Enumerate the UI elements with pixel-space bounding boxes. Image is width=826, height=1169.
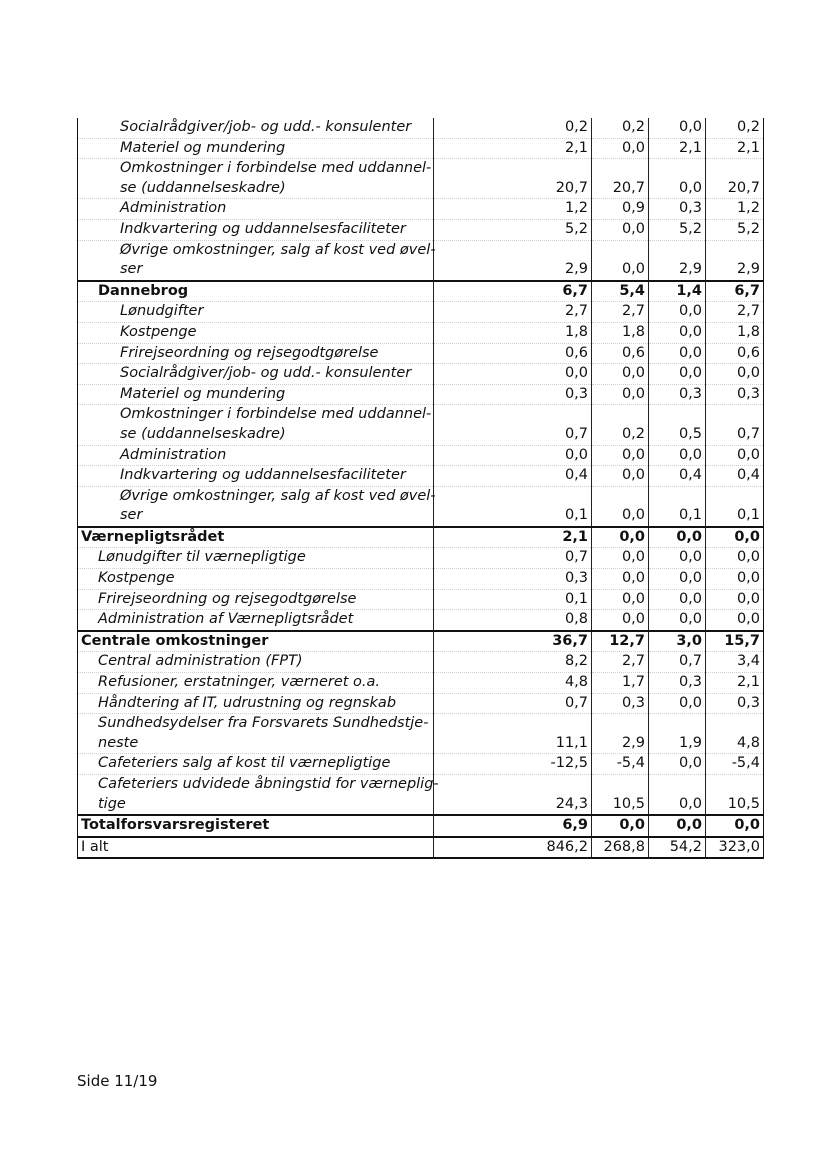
table-row xyxy=(78,652,764,673)
value-cell: 2,9 xyxy=(649,240,706,281)
value-cell: 0,0 xyxy=(592,569,649,590)
table-row xyxy=(78,240,764,281)
value-cell: 0,0 xyxy=(706,610,764,631)
row-label xyxy=(78,714,434,754)
value-cell: 5,4 xyxy=(592,281,649,302)
value-cell: 2,9 xyxy=(434,240,592,281)
value-cell: 0,0 xyxy=(649,815,706,837)
table-row xyxy=(78,219,764,240)
table-row xyxy=(78,405,764,445)
value-cell: 0,0 xyxy=(706,445,764,466)
value-cell: 846,2 xyxy=(434,837,592,859)
row-label-line: Øvrige omkostninger, salg af kost ved øvel- xyxy=(120,241,436,258)
value-cell: 0,0 xyxy=(592,240,649,281)
value-cell: 54,2 xyxy=(649,837,706,859)
value-cell: 0,0 xyxy=(649,302,706,323)
value-cell: 0,0 xyxy=(649,445,706,466)
value-cell: 0,0 xyxy=(592,466,649,487)
value-cell: 0,3 xyxy=(649,384,706,405)
row-label-line: Lønudgifter xyxy=(120,303,204,320)
value-cell: 0,0 xyxy=(706,569,764,590)
row-label-line: Sundhedsydelser fra Forsvarets Sundhedstje- xyxy=(98,715,429,732)
value-cell: 0,2 xyxy=(592,405,649,445)
value-cell: 20,7 xyxy=(592,159,649,199)
row-label xyxy=(78,159,434,199)
value-cell: 0,0 xyxy=(649,322,706,343)
table-row xyxy=(78,714,764,754)
budget-table xyxy=(77,118,764,859)
table-row xyxy=(78,610,764,631)
row-label xyxy=(78,322,434,343)
row-label-line: Indkvartering og uddannelsesfaciliteter xyxy=(120,467,406,484)
value-cell: 2,9 xyxy=(592,714,649,754)
row-label xyxy=(78,445,434,466)
value-cell: 0,0 xyxy=(592,527,649,548)
table-row xyxy=(78,693,764,714)
row-label xyxy=(78,343,434,364)
table-row xyxy=(78,775,764,816)
value-cell: -12,5 xyxy=(434,754,592,775)
row-label-line: Omkostninger i forbindelse med uddannel- xyxy=(120,406,432,423)
value-cell: 0,0 xyxy=(592,384,649,405)
total-row xyxy=(78,837,764,859)
value-cell: 5,2 xyxy=(706,219,764,240)
row-label-line: neste xyxy=(98,734,139,751)
row-label-line: Lønudgifter til værnepligtige xyxy=(98,549,306,566)
row-label xyxy=(78,118,434,138)
value-cell: 0,3 xyxy=(706,693,764,714)
value-cell: 6,9 xyxy=(434,815,592,837)
value-cell: 0,1 xyxy=(434,589,592,610)
row-label-line: Værnepligtsrådet xyxy=(81,528,225,545)
value-cell: 0,0 xyxy=(649,569,706,590)
value-cell: 0,2 xyxy=(592,118,649,138)
value-cell: 0,0 xyxy=(592,548,649,569)
row-label-line: Frirejseordning og rejsegodtgørelse xyxy=(120,344,379,361)
row-label xyxy=(78,631,434,652)
value-cell: 3,0 xyxy=(649,631,706,652)
row-label-line: tige xyxy=(98,795,126,812)
value-cell: 0,6 xyxy=(434,343,592,364)
value-cell: 0,2 xyxy=(434,118,592,138)
value-cell: 0,7 xyxy=(434,548,592,569)
value-cell: 0,0 xyxy=(592,138,649,159)
value-cell: 0,0 xyxy=(649,159,706,199)
value-cell: 3,4 xyxy=(706,652,764,673)
row-label xyxy=(78,693,434,714)
row-label-line: Kostpenge xyxy=(98,570,175,587)
row-label xyxy=(78,138,434,159)
value-cell: 0,1 xyxy=(649,486,706,527)
value-cell: 0,0 xyxy=(592,589,649,610)
row-label-line: Cafeteriers udvidede åbningstid for værneplig- xyxy=(98,776,439,792)
value-cell: 2,1 xyxy=(706,138,764,159)
table-row xyxy=(78,486,764,527)
value-cell: 10,5 xyxy=(706,775,764,816)
value-cell: 1,8 xyxy=(592,322,649,343)
section-header-row xyxy=(78,527,764,548)
value-cell: 0,2 xyxy=(706,118,764,138)
row-label xyxy=(78,405,434,445)
table-row xyxy=(78,466,764,487)
value-cell: 6,7 xyxy=(434,281,592,302)
value-cell: 1,7 xyxy=(592,673,649,694)
row-label-line: Socialrådgiver/job- og udd.- konsulenter xyxy=(120,365,412,382)
value-cell: 0,0 xyxy=(592,364,649,385)
value-cell: 0,0 xyxy=(649,548,706,569)
row-label-line: se (uddannelseskadre) xyxy=(120,179,286,196)
value-cell: 0,0 xyxy=(592,486,649,527)
row-label xyxy=(78,199,434,220)
value-cell: 0,0 xyxy=(706,589,764,610)
table-row xyxy=(78,302,764,323)
table-row xyxy=(78,159,764,199)
value-cell: 0,0 xyxy=(649,610,706,631)
value-cell: 5,2 xyxy=(434,219,592,240)
table-row xyxy=(78,343,764,364)
value-cell: 4,8 xyxy=(434,673,592,694)
row-label xyxy=(78,466,434,487)
row-label-line: Administration xyxy=(120,446,227,463)
value-cell: 0,7 xyxy=(434,693,592,714)
row-label xyxy=(78,302,434,323)
value-cell: 0,9 xyxy=(592,199,649,220)
value-cell: 0,4 xyxy=(649,466,706,487)
row-label xyxy=(78,815,434,837)
value-cell: 323,0 xyxy=(706,837,764,859)
value-cell: 5,2 xyxy=(649,219,706,240)
value-cell: 0,0 xyxy=(592,219,649,240)
row-label-line: Totalforsvarsregisteret xyxy=(81,817,270,834)
value-cell: 0,0 xyxy=(706,815,764,837)
row-label xyxy=(78,384,434,405)
value-cell: 2,1 xyxy=(706,673,764,694)
value-cell: 0,0 xyxy=(649,754,706,775)
value-cell: 0,1 xyxy=(706,486,764,527)
value-cell: 0,6 xyxy=(706,343,764,364)
value-cell: 2,9 xyxy=(706,240,764,281)
row-label-line: Administration xyxy=(120,200,227,217)
value-cell: 20,7 xyxy=(434,159,592,199)
value-cell: 0,0 xyxy=(706,527,764,548)
value-cell: -5,4 xyxy=(706,754,764,775)
value-cell: 0,0 xyxy=(592,445,649,466)
budget-table-body xyxy=(78,118,764,858)
row-label-line: Administration af Værnepligtsrådet xyxy=(98,611,354,628)
row-label xyxy=(78,281,434,302)
value-cell: 0,3 xyxy=(434,569,592,590)
value-cell: 0,0 xyxy=(649,693,706,714)
value-cell: 0,0 xyxy=(706,364,764,385)
row-label xyxy=(78,775,439,816)
row-label xyxy=(78,589,434,610)
value-cell: 2,1 xyxy=(434,527,592,548)
value-cell: 0,0 xyxy=(649,589,706,610)
row-label-line: se (uddannelseskadre) xyxy=(120,425,286,442)
value-cell: 0,0 xyxy=(592,610,649,631)
value-cell: 0,3 xyxy=(434,384,592,405)
value-cell: 36,7 xyxy=(434,631,592,652)
row-label-line: Kostpenge xyxy=(120,323,197,340)
value-cell: 10,5 xyxy=(592,775,649,816)
row-label xyxy=(78,569,434,590)
value-cell: 24,3 xyxy=(434,775,592,816)
table-row xyxy=(78,754,764,775)
value-cell: 0,4 xyxy=(706,466,764,487)
table-row xyxy=(78,384,764,405)
value-cell: 0,3 xyxy=(649,673,706,694)
value-cell: 0,0 xyxy=(706,548,764,569)
row-label-line: Materiel og mundering xyxy=(120,385,286,402)
row-label-line: ser xyxy=(120,261,143,278)
row-label-line: Refusioner, erstatninger, værneret o.a. xyxy=(98,674,381,691)
section-header-row xyxy=(78,631,764,652)
value-cell: 0,0 xyxy=(649,364,706,385)
row-label-line: I alt xyxy=(81,838,109,855)
value-cell: 0,0 xyxy=(434,364,592,385)
row-label-line: Håndtering af IT, udrustning og regnskab xyxy=(98,694,397,711)
row-label xyxy=(78,240,434,281)
value-cell: 0,3 xyxy=(649,199,706,220)
value-cell: 1,8 xyxy=(434,322,592,343)
value-cell: 268,8 xyxy=(592,837,649,859)
row-label-line: Omkostninger i forbindelse med uddannel- xyxy=(120,160,432,177)
row-label-line: Dannebrog xyxy=(98,282,189,299)
value-cell: 0,7 xyxy=(649,652,706,673)
value-cell: 11,1 xyxy=(434,714,592,754)
row-label-line: Materiel og mundering xyxy=(120,139,286,156)
row-label xyxy=(78,610,434,631)
value-cell: 0,4 xyxy=(434,466,592,487)
table-row xyxy=(78,364,764,385)
value-cell: 0,0 xyxy=(649,775,706,816)
page-number: Side 11/19 xyxy=(77,1072,158,1090)
value-cell: 12,7 xyxy=(592,631,649,652)
value-cell: 2,1 xyxy=(649,138,706,159)
table-row xyxy=(78,118,764,138)
table-row xyxy=(78,548,764,569)
table-row xyxy=(78,138,764,159)
value-cell: 0,5 xyxy=(649,405,706,445)
table-row xyxy=(78,589,764,610)
value-cell: 0,1 xyxy=(434,486,592,527)
table-row xyxy=(78,322,764,343)
value-cell: 0,0 xyxy=(592,815,649,837)
value-cell: 1,2 xyxy=(434,199,592,220)
row-label-line: ser xyxy=(120,507,143,524)
value-cell: 8,2 xyxy=(434,652,592,673)
value-cell: 2,7 xyxy=(706,302,764,323)
section-header-row xyxy=(78,281,764,302)
table-row xyxy=(78,569,764,590)
value-cell: 0,0 xyxy=(434,445,592,466)
table-row xyxy=(78,445,764,466)
row-label xyxy=(78,486,434,527)
value-cell: 0,8 xyxy=(434,610,592,631)
value-cell: 1,8 xyxy=(706,322,764,343)
row-label xyxy=(78,548,434,569)
row-label xyxy=(78,219,434,240)
section-header-row xyxy=(78,815,764,837)
value-cell: 0,7 xyxy=(706,405,764,445)
value-cell: 0,7 xyxy=(434,405,592,445)
row-label-line: Socialrådgiver/job- og udd.- konsulenter xyxy=(120,119,412,135)
value-cell: 20,7 xyxy=(706,159,764,199)
row-label-line: Cafeteriers salg af kost til værnepligtige xyxy=(98,755,391,772)
value-cell: -5,4 xyxy=(592,754,649,775)
value-cell: 2,1 xyxy=(434,138,592,159)
row-label-line: Indkvartering og uddannelsesfaciliteter xyxy=(120,220,406,237)
value-cell: 0,0 xyxy=(649,118,706,138)
row-label-line: Øvrige omkostninger, salg af kost ved øvel- xyxy=(120,487,436,504)
row-label-line: Central administration (FPT) xyxy=(98,653,303,670)
row-label xyxy=(78,673,434,694)
row-label-line: Frirejseordning og rejsegodtgørelse xyxy=(98,590,357,607)
value-cell: 0,0 xyxy=(649,343,706,364)
value-cell: 0,3 xyxy=(706,384,764,405)
table-row xyxy=(78,673,764,694)
row-label xyxy=(78,364,434,385)
value-cell: 0,6 xyxy=(592,343,649,364)
value-cell: 2,7 xyxy=(592,652,649,673)
row-label xyxy=(78,837,434,859)
row-label xyxy=(78,754,434,775)
value-cell: 15,7 xyxy=(706,631,764,652)
row-label-line: Centrale omkostninger xyxy=(81,632,269,649)
value-cell: 4,8 xyxy=(706,714,764,754)
value-cell: 0,3 xyxy=(592,693,649,714)
value-cell: 1,9 xyxy=(649,714,706,754)
value-cell: 2,7 xyxy=(434,302,592,323)
value-cell: 0,0 xyxy=(649,527,706,548)
value-cell: 1,2 xyxy=(706,199,764,220)
row-label xyxy=(78,527,434,548)
value-cell: 6,7 xyxy=(706,281,764,302)
row-label xyxy=(78,652,434,673)
table-row xyxy=(78,199,764,220)
value-cell: 2,7 xyxy=(592,302,649,323)
value-cell: 1,4 xyxy=(649,281,706,302)
